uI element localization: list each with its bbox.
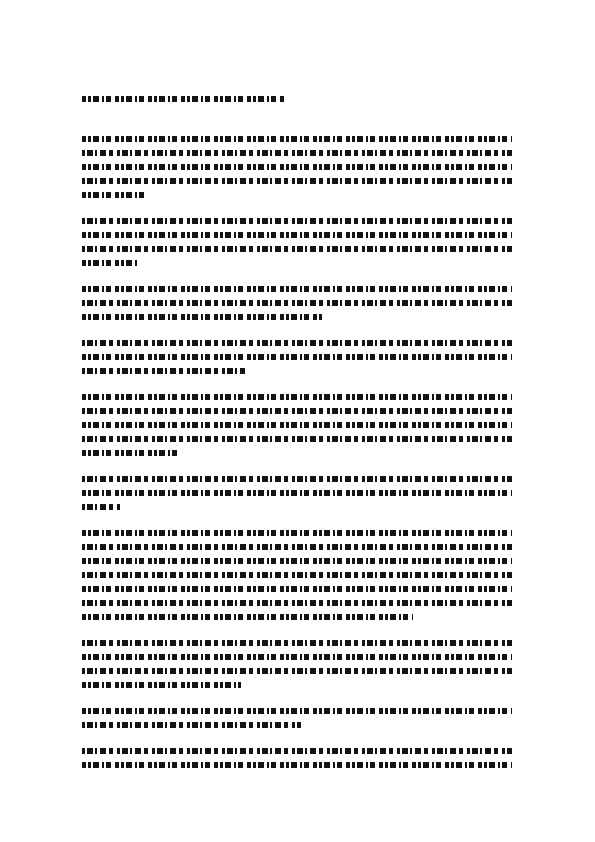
text-ink [82,394,512,400]
text-ink [82,178,512,184]
text-line [82,472,512,486]
title-ink [82,96,286,102]
text-line [82,610,512,624]
text-ink [82,286,512,292]
text-line [82,350,512,364]
text-ink [82,164,512,170]
document-body [82,132,512,784]
text-line [82,132,512,146]
text-ink [82,762,512,768]
paragraph [82,336,512,378]
text-line [82,146,512,160]
text-line [82,174,512,188]
text-line [82,554,512,568]
text-line [82,704,512,718]
text-ink [82,708,512,714]
text-ink [82,748,512,754]
text-ink [82,450,177,456]
text-line [82,432,512,446]
text-line [82,336,512,350]
text-ink [82,150,512,156]
text-ink [82,504,121,510]
text-ink [82,654,512,660]
text-ink [82,314,323,320]
text-ink [82,614,413,620]
text-line [82,744,512,758]
text-ink [82,530,512,536]
text-line [82,526,512,540]
text-ink [82,260,138,266]
text-line [82,242,512,256]
text-line [82,500,512,514]
text-ink [82,354,512,360]
text-line [82,310,512,324]
text-ink [82,436,512,442]
text-line [82,160,512,174]
text-line [82,718,512,732]
text-ink [82,232,512,238]
paragraph [82,526,512,624]
text-ink [82,722,301,728]
text-line [82,636,512,650]
text-line [82,228,512,242]
text-ink [82,544,512,550]
text-line [82,678,512,692]
text-line [82,404,512,418]
text-line [82,390,512,404]
text-ink [82,408,512,414]
text-ink [82,136,512,142]
text-ink [82,368,245,374]
text-line [82,486,512,500]
paragraph [82,132,512,202]
text-ink [82,640,512,646]
text-line [82,188,512,202]
text-line [82,568,512,582]
text-ink [82,246,512,252]
text-ink [82,586,512,592]
paragraph [82,636,512,692]
paragraph [82,744,512,772]
title-text-line [82,92,382,106]
text-ink [82,600,512,606]
text-ink [82,192,147,198]
text-ink [82,668,512,674]
text-ink [82,422,512,428]
text-ink [82,476,512,482]
text-line [82,664,512,678]
paragraph [82,472,512,514]
paragraph [82,282,512,324]
text-ink [82,340,512,346]
text-line [82,650,512,664]
text-line [82,282,512,296]
text-line [82,446,512,460]
text-line [82,758,512,772]
paragraph [82,390,512,460]
text-line [82,256,512,270]
text-ink [82,558,512,564]
document-title-line [82,92,382,98]
text-ink [82,572,512,578]
text-line [82,582,512,596]
text-line [82,418,512,432]
text-ink [82,300,512,306]
paragraph [82,214,512,270]
text-line [82,596,512,610]
paragraph [82,704,512,732]
text-ink [82,490,512,496]
text-line [82,364,512,378]
text-ink [82,218,512,224]
text-line [82,214,512,228]
text-line [82,540,512,554]
text-ink [82,682,241,688]
text-line [82,296,512,310]
